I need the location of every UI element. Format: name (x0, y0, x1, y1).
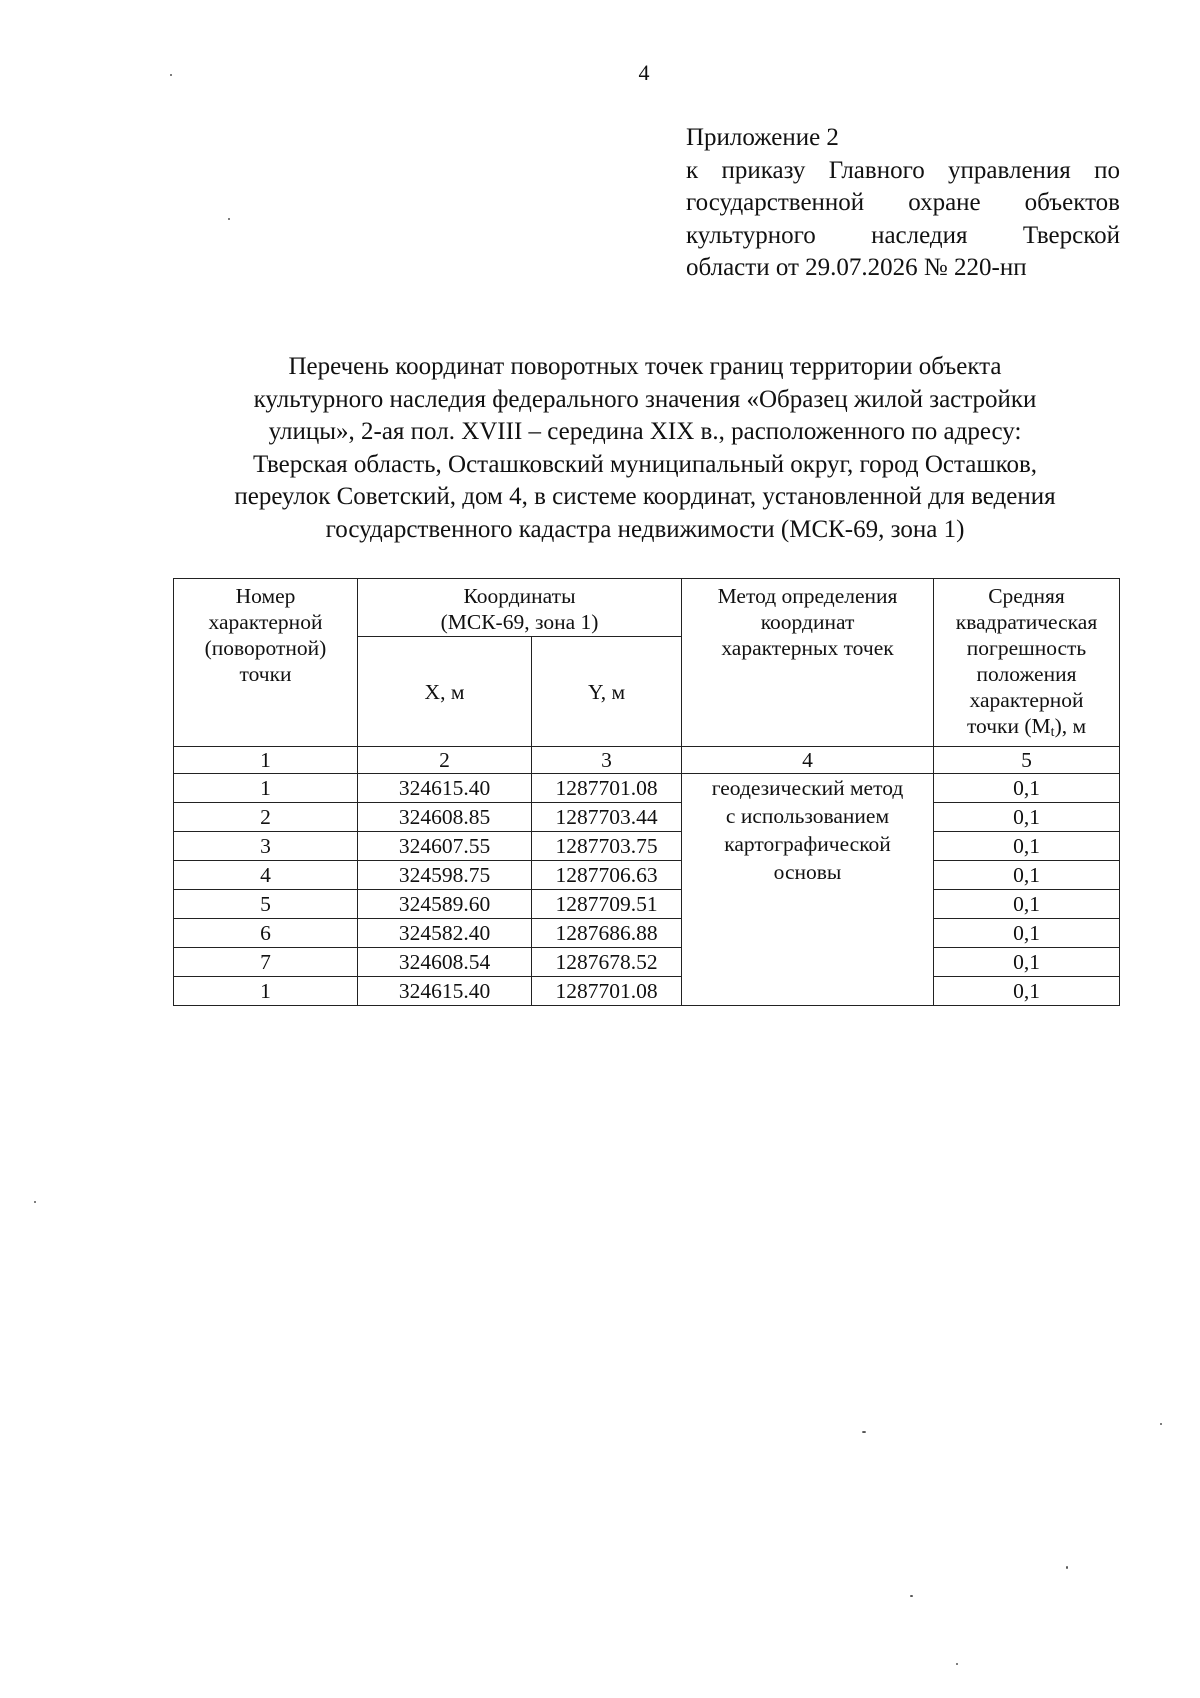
header-y: Y, м (532, 637, 682, 747)
appendix-line: культурного наследия Тверской (686, 221, 1120, 249)
title-line: переулок Советский, дом 4, в системе координат, установленной для ведения (234, 483, 1056, 510)
scan-speck (1066, 1566, 1068, 1569)
appendix-line: области от 29.07.2026 № 220-нп (686, 254, 1027, 281)
table-row: 6 324582.40 1287686.88 0,1 (174, 919, 1120, 948)
header-coordinates: Координаты (МСК-69, зона 1) (358, 579, 682, 637)
header-method: Метод определения координат характерных точек (682, 579, 934, 747)
title-line: Перечень координат поворотных точек границ территории объекта (288, 353, 1002, 380)
scan-speck (170, 74, 172, 76)
scan-speck (34, 1201, 36, 1203)
scan-speck (956, 1663, 958, 1665)
scan-speck (228, 218, 230, 220)
title-line: культурного наследия федерального значения «Образец жилой застройки (253, 385, 1037, 413)
table-row: 3 324607.55 1287703.75 0,1 (174, 832, 1120, 861)
title-line: государственного кадастра недвижимости (МСК-69, зона 1) (325, 515, 965, 543)
table-row: 7 324608.54 1287678.52 0,1 (174, 948, 1120, 977)
header-point-number: Номер характерной (поворотной) точки (174, 579, 358, 747)
coordinates-table (173, 578, 1120, 1006)
table-row: 4 324598.75 1287706.63 0,1 (174, 861, 1120, 890)
title-line: Тверская область, Осташковский муниципальный округ, город Осташков, (252, 450, 1038, 478)
scan-speck (862, 1431, 866, 1433)
page-number: 4 (638, 60, 650, 85)
document-title (160, 351, 1130, 546)
header-error: Средняя квадратическая погрешность положения характерной точки $(M_t)$, м (934, 579, 1120, 747)
table-row: 2 324608.85 1287703.44 0,1 (174, 803, 1120, 832)
appendix-line: государственной охране объектов (686, 189, 1120, 216)
method-cell: геодезический метод с использованием картографической основы (682, 774, 934, 1006)
appendix-line: к приказу Главного управления по (686, 156, 1120, 184)
scan-speck (1160, 1423, 1162, 1425)
column-number-row: 1 2 3 4 5 (174, 747, 1120, 774)
appendix-block (686, 122, 1120, 285)
table-row: 5 324589.60 1287709.51 0,1 (174, 890, 1120, 919)
table-row: 1 324615.40 1287701.08 0,1 (174, 977, 1120, 1006)
table-row: 1 324615.40 1287701.08 геодезический метод с использованием картографической основы 0,1 (174, 774, 1120, 803)
appendix-line: Приложение 2 (686, 124, 839, 151)
scan-speck (910, 1595, 913, 1597)
title-line: улицы», 2-ая пол. XVIII – середина XIX в., расположенного по адресу: (268, 418, 1022, 445)
header-x: X, м (358, 637, 532, 747)
